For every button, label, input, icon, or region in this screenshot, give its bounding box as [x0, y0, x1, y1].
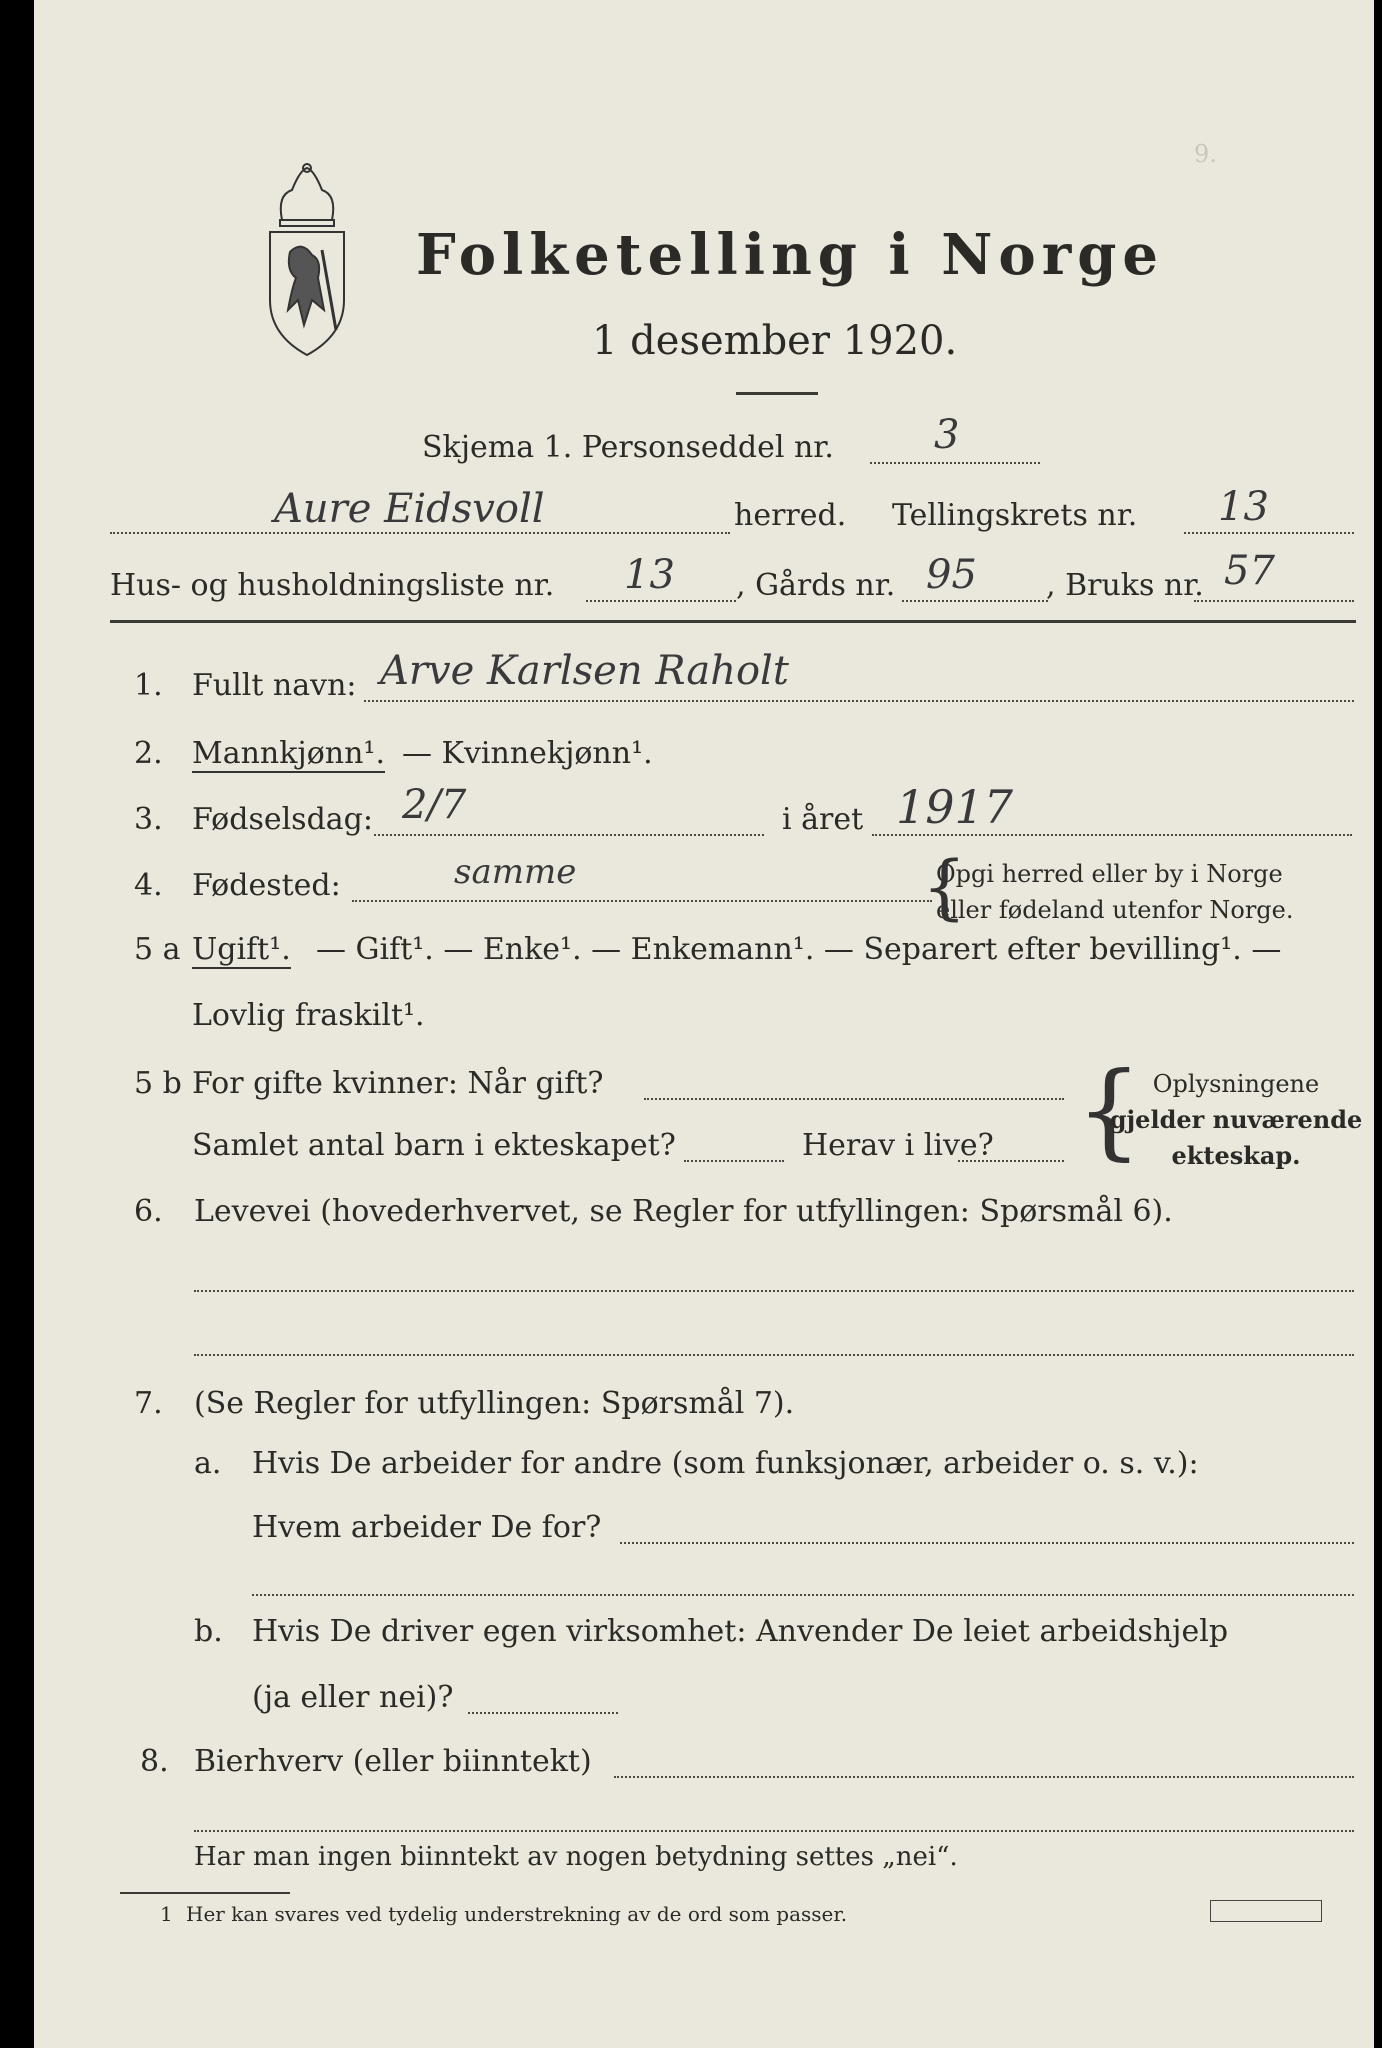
q6-label: Levevei (hovederhvervet, se Regler for utfyllingen: Spørsmål 6).: [194, 1194, 1173, 1229]
bruks-line: [1194, 600, 1354, 602]
gards-line: [902, 600, 1048, 602]
gards-label: , Gårds nr.: [736, 568, 896, 603]
q7a-letter: a.: [194, 1446, 222, 1481]
bruks-label: , Bruks nr.: [1046, 568, 1204, 603]
q5b-note-line2: gjelder nuværende: [1109, 1105, 1363, 1134]
q7b-line1: Hvis De driver egen virksomhet: Anvender De leiet arbeidshjelp: [252, 1614, 1229, 1649]
hus-line: [586, 600, 736, 602]
q5a-ugift-underlined[interactable]: Ugift¹.: [192, 932, 291, 967]
q5b-number: 5 b: [134, 1066, 182, 1101]
q4-value[interactable]: samme: [454, 852, 577, 892]
q8-number: 8.: [140, 1744, 169, 1779]
q7b-line2: (ja eller nei)?: [252, 1680, 454, 1715]
bruks-value[interactable]: 57: [1224, 548, 1275, 594]
q3-year-label: i året: [782, 802, 864, 837]
q5a-line2[interactable]: Lovlig fraskilt¹.: [192, 998, 425, 1033]
q2-number: 2.: [134, 736, 163, 771]
q5b-children-line: [684, 1160, 784, 1162]
q8-answer-line2: [194, 1830, 1354, 1832]
q4-note-bracket: {: [922, 846, 967, 928]
personseddel-line: [870, 462, 1040, 464]
q8-note: Har man ingen biinntekt av nogen betydning settes „nei“.: [194, 1842, 958, 1872]
q7-number: 7.: [134, 1386, 163, 1421]
q8-answer-line: [614, 1776, 1354, 1778]
q3-year-value[interactable]: 1917: [896, 780, 1014, 834]
footnote-divider: [120, 1892, 290, 1894]
tellingskrets-value[interactable]: 13: [1218, 484, 1269, 530]
q7a-line1: Hvis De arbeider for andre (som funksjonær, arbeider o. s. v.):: [252, 1446, 1199, 1481]
q6-number: 6.: [134, 1194, 163, 1229]
q5b-children: Samlet antal barn i ekteskapet?: [192, 1128, 676, 1163]
q2-mannkjonn-underlined[interactable]: Mannkjønn¹.: [192, 736, 385, 771]
personseddel-value[interactable]: 3: [934, 412, 960, 458]
q5b-note-line1: Oplysningene: [1152, 1070, 1320, 1098]
hus-label: Hus- og husholdningsliste nr.: [110, 568, 555, 603]
q2-kvinnekjonn[interactable]: — Kvinnekjønn¹.: [402, 736, 653, 771]
footnote-number: 1: [160, 1902, 173, 1926]
q4-number: 4.: [134, 868, 163, 903]
q7a-answer-line2: [252, 1594, 1354, 1596]
q4-label: Fødested:: [192, 868, 341, 903]
q1-line: [364, 700, 1354, 702]
q5b-note-bracket: {: [1076, 1049, 1143, 1171]
q7a-line2: Hvem arbeider De for?: [252, 1510, 602, 1545]
q3-value[interactable]: 2/7: [402, 782, 467, 828]
q7-label: (Se Regler for utfyllingen: Spørsmål 7).: [194, 1386, 795, 1421]
tellingskrets-line: [1184, 532, 1354, 534]
gards-value[interactable]: 95: [926, 552, 977, 598]
tellingskrets-label: Tellingskrets nr.: [892, 498, 1138, 533]
q3-year-line: [872, 834, 1352, 836]
herred-label: herred.: [734, 498, 847, 533]
census-form-page: [34, 0, 1374, 2048]
q5b-note-line3: ekteskap.: [1171, 1141, 1301, 1170]
q4-note-line1: Opgi herred eller by i Norge: [936, 860, 1283, 888]
q5b-alive-line: [958, 1160, 1064, 1162]
herred-line: [110, 532, 730, 534]
q5a-number: 5 a: [134, 932, 181, 967]
herred-value[interactable]: Aure Eidsvoll: [274, 486, 545, 532]
show-through-text: 9.: [1194, 140, 1217, 168]
q1-value[interactable]: Arve Karlsen Raholt: [380, 648, 789, 694]
q5b-note: [1106, 1066, 1366, 1174]
q4-note: [936, 856, 1294, 928]
header-divider: [110, 620, 1356, 623]
q5b-when-married: For gifte kvinner: Når gift?: [192, 1066, 604, 1101]
printer-stamp: [1210, 1900, 1322, 1922]
q7b-letter: b.: [194, 1614, 223, 1649]
q8-label: Bierhverv (eller biinntekt): [194, 1744, 592, 1779]
q7b-answer-line: [468, 1712, 618, 1714]
q5a-other-options[interactable]: — Gift¹. — Enke¹. — Enkemann¹. — Separert efter bevilling¹. —: [316, 932, 1282, 967]
q5b-alive: Herav i live?: [802, 1128, 994, 1163]
q3-line: [374, 834, 764, 836]
coat-of-arms-emblem: [252, 160, 362, 360]
q3-label: Fødselsdag:: [192, 802, 373, 837]
title-divider: [736, 392, 818, 395]
q1-label: Fullt navn:: [192, 668, 357, 703]
schema-label: Skjema 1. Personseddel nr.: [422, 430, 834, 465]
q5b-when-line: [644, 1098, 1064, 1100]
footnote-text: Her kan svares ved tydelig understrekning av de ord som passer.: [186, 1902, 848, 1926]
q4-line: [352, 900, 932, 902]
q6-line2: [194, 1354, 1354, 1356]
q1-number: 1.: [134, 668, 163, 703]
form-title: Folketelling i Norge: [416, 222, 1165, 288]
q6-line1: [194, 1290, 1354, 1292]
hus-value[interactable]: 13: [624, 552, 675, 598]
census-date: 1 desember 1920.: [592, 318, 958, 364]
q3-number: 3.: [134, 802, 163, 837]
q7a-answer-line: [620, 1542, 1354, 1544]
q4-note-line2: eller fødeland utenfor Norge.: [936, 896, 1294, 924]
